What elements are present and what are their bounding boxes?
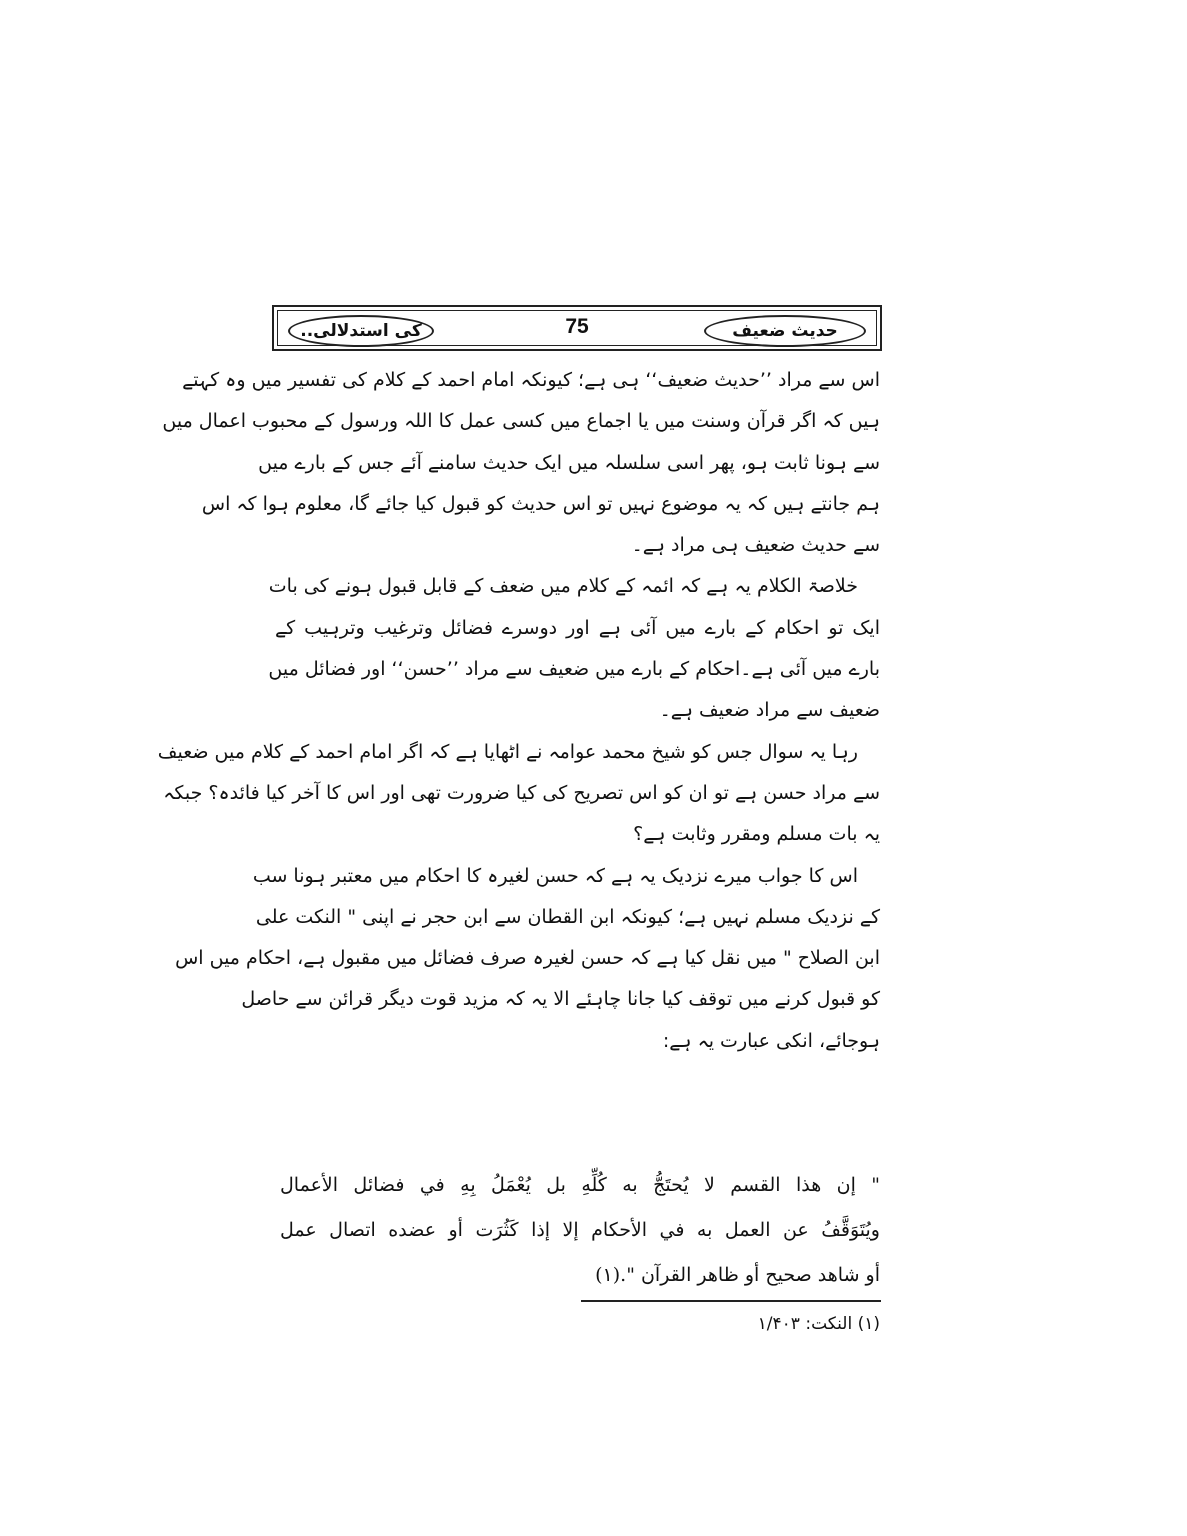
chapter-title-badge: کی استدلالی.. <box>288 315 434 347</box>
text-line: کو قبول کرنے میں توقف کیا جانا چاہئے الا یہ کہ مزید قوت دیگر قرائن سے حاصل <box>241 988 880 1011</box>
quote-line: أو شاهد صحيح أو ظاهر القرآن ".(١) <box>595 1264 880 1286</box>
page-number: 75 <box>565 315 589 338</box>
footnote-divider <box>581 1300 881 1302</box>
text-line: کے نزدیک مسلم نہیں ہے؛ کیونکہ ابن القطان سے ابن حجر نے اپنی " النکت علی <box>255 905 880 928</box>
book-title-badge: حدیث ضعیف <box>704 315 866 347</box>
arabic-quotation <box>280 1163 880 1298</box>
text-line: سے مراد حسن ہے تو ان کو اس تصریح کی کیا ضرورت تھی اور اس کا آخر کیا فائدہ؟ جبکہ <box>163 781 880 804</box>
text-line: ہوجائے، انکی عبارت یہ ہے: <box>662 1029 880 1052</box>
body-text <box>157 360 880 1062</box>
text-line: ضعیف سے مراد ضعیف ہے۔ <box>659 699 880 722</box>
text-line: سے حدیث ضعیف ہی مراد ہے۔ <box>631 534 880 557</box>
text-line: سے ہونا ثابت ہو، پھر اسی سلسلہ میں ایک حدیث سامنے آئے جس کے بارے میں <box>258 451 880 474</box>
text-line: رہا یہ سوال جس کو شیخ محمد عوامہ نے اٹھایا ہے کہ اگر امام احمد کے کلام میں ضعیف <box>157 740 858 763</box>
text-line: اس سے مراد ’’حدیث ضعیف‘‘ ہی ہے؛ کیونکہ امام احمد کے کلام کی تفسیر میں وہ کہتے <box>182 369 880 391</box>
text-line: بارے میں آئی ہے۔احکام کے بارے میں ضعیف سے مراد ’’حسن‘‘ اور فضائل میں <box>268 658 880 681</box>
text-line: خلاصۃ الکلام یہ ہے کہ ائمہ کے کلام میں ضعف کے قابل قبول ہونے کی بات <box>268 575 858 598</box>
footnote: (۱) النکت: ۱/۴۰۳ <box>757 1314 880 1334</box>
running-header <box>272 305 882 351</box>
quote-line: " إن هذا القسم لا يُحتَجُّ به كُلِّهِ بل يُعْمَلُ بِهِ في فضائل الأعمال <box>280 1174 880 1196</box>
text-line: ایک تو احکام کے بارے میں آئی ہے اور دوسرے فضائل وترغیب وترہیب کے <box>275 616 880 639</box>
quote-line: ويُتَوَقَّفُ عن العمل به في الأحكام إلا إذا كَثُرَت أو عضده اتصال عمل <box>280 1219 880 1241</box>
text-line: ابن الصلاح " میں نقل کیا ہے کہ حسن لغیرہ صرف فضائل میں مقبول ہے، احکام میں اس <box>175 947 880 970</box>
text-line: ہم جانتے ہیں کہ یہ موضوع نہیں تو اس حدیث کو قبول کیا جائے گا، معلوم ہوا کہ اس <box>201 492 880 515</box>
text-line: ہیں کہ اگر قرآن وسنت میں یا اجماع میں کسی عمل کا اللہ ورسول کے محبوب اعمال میں <box>162 410 880 433</box>
text-line: یہ بات مسلم ومقرر وثابت ہے؟ <box>633 823 880 846</box>
text-line: اس کا جواب میرے نزدیک یہ ہے کہ حسن لغیرہ کا احکام میں معتبر ہونا سب <box>252 864 858 887</box>
